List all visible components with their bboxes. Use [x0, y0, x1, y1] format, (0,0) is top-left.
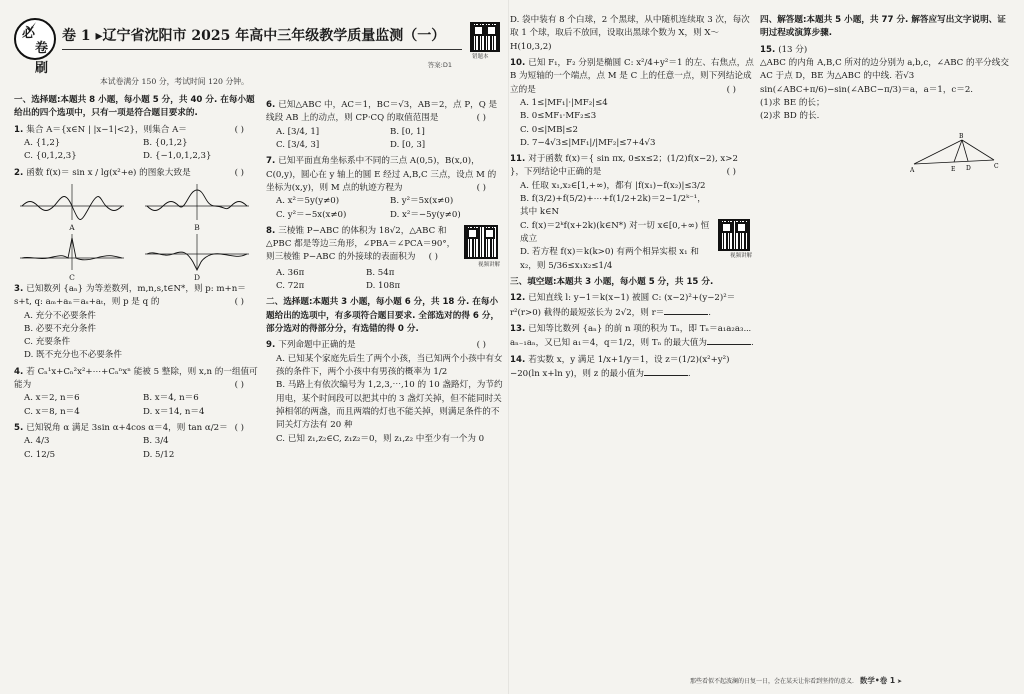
section-4-heading: 四、解答题:本题共 5 小题，共 77 分. 解答应写出文字说明、证明过程或演算步骤.	[760, 15, 1006, 39]
question-text: 函数 f(x)＝ sin x / lg(x²+e) 的图象大致是	[26, 167, 191, 178]
qr-code-icon[interactable]	[464, 225, 498, 259]
option-d: D. x＝14, n＝4	[143, 406, 205, 417]
question-text: △ABC 的内角 A,B,C 所对的边分别为 a,b,c，∠ABC 的平分线交 AC 于点 D，BE 为△ABC 的中线. 若√3 sin(∠ABC+π/6)−sin(∠ABC−π/3)＝a，a＝1，c＝2.	[760, 57, 1009, 95]
answer-paren: ( )	[234, 297, 244, 308]
question-number: 13.	[510, 323, 526, 334]
answer-paren: ( )	[428, 252, 438, 263]
option-c: C. f(x)＝2ᵏf(x+2k)(k∈N*) 对一切 x∈[0,+∞) 恒成立	[520, 220, 710, 244]
answer-paren: ( )	[726, 84, 736, 95]
graph-label: A	[69, 222, 75, 232]
option-b: B. 0≤MF₁·MF₂≤3	[520, 111, 597, 122]
qr-label: 错题本	[472, 54, 489, 60]
question-text: 已知平面直角坐标系中不同的三点 A(0,5)，B(x,0)，C(0,y)，圆心在 y 轴上的圆 E 经过 A,B,C 三点，设点 M 的坐标为(x,y)，则 M 点的轨迹方程为	[266, 156, 497, 193]
question-number: 12.	[510, 293, 526, 304]
option-c: C. x＝8, n＝4	[24, 406, 80, 417]
question-9	[266, 339, 504, 446]
graph-d-plot	[143, 232, 251, 272]
option-a: A. x＝2, n＝6	[24, 393, 80, 404]
question-9-option-d: D. 袋中装有 8 个白球，2 个黑球，从中随机连续取 3 次，每次取 1 个球，取后不放回，设取出黑球个数为 X，则 X～H(10,3,2)	[510, 15, 750, 52]
answer-paren: ( )	[476, 182, 486, 193]
graph-option-d	[143, 232, 262, 280]
section-3-heading: 三、填空题:本题共 3 小题，每小题 5 分，共 15 分.	[510, 276, 714, 287]
answer-blank[interactable]	[707, 336, 751, 345]
option-a: A. 充分不必要条件	[24, 310, 96, 321]
graph-option-c	[18, 232, 137, 280]
graph-option-b	[143, 182, 262, 230]
title-bar	[62, 24, 462, 69]
option-a: A. 36π	[276, 267, 305, 278]
option-d: D. 108π	[366, 281, 401, 292]
question-text: 若实数 x，y 满足 1/x+1/y＝1，设 z＝(1/2)(x²+y²)−20(ln x+ln y)，则 z 的最小值为	[510, 354, 730, 379]
figure-label-b: B	[959, 132, 964, 140]
option-a: A. 4/3	[24, 436, 50, 447]
figure-label-c: C	[994, 162, 999, 170]
question-11	[510, 153, 754, 273]
option-a: A. 1≤|MF₁|·|MF₂|≤4	[520, 97, 608, 108]
arrow-icon: ➤	[896, 678, 902, 685]
question-number: 9.	[266, 340, 276, 351]
question-2	[14, 167, 262, 280]
question-text: 已知等比数列 {aₙ} 的前 n 项的积为 Tₙ，即 Tₙ＝a₁a₂a₃⋯aₙ₋₁aₙ，又已知 a₁＝4，q＝1/2，则 Tₙ 的最大值为	[510, 323, 752, 349]
question-number: 1.	[14, 124, 24, 135]
answer-paren: ( )	[476, 113, 486, 124]
question-4	[14, 366, 262, 419]
answer-paren: ( )	[234, 167, 244, 178]
option-b: B. y²＝5x(x≠0)	[390, 196, 454, 207]
answer-paren: ( )	[726, 167, 736, 178]
graph-option-a	[18, 182, 137, 230]
exam-meta: 本试卷满分 150 分，考试时间 120 分钟。	[100, 77, 249, 86]
question-1	[14, 124, 262, 164]
question-7	[266, 155, 504, 222]
graph-options	[18, 182, 262, 280]
exam-title: 卷 1 ▸辽宁省沈阳市 2025 年高中三年级教学质量监测（一）	[62, 28, 446, 44]
answer-blank[interactable]	[644, 367, 688, 376]
option-b: B. [0, 1]	[390, 126, 425, 137]
sub-question-2: (2)求 BD 的长.	[760, 111, 820, 122]
question-text: 已知△ABC 中，AC＝1，BC＝√3，AB＝2，点 P，Q 是线段 AB 上的动点，则 CP·CQ 的取值范围是	[266, 100, 498, 124]
question-text: 已知直线 l: y−1＝k(x−1) 被圆 C: (x−2)²+(y−2)²＝r²(r>0) 截得的最短弦长为 2√2，则 r＝	[510, 293, 736, 318]
option-a: A. x²＝5y(y≠0)	[276, 196, 340, 207]
answer-paren: ( )	[234, 423, 244, 433]
column-3	[510, 14, 754, 381]
option-d: D. x²＝−5y(y≠0)	[390, 209, 461, 220]
option-b: B. 54π	[366, 267, 395, 278]
answer-blank[interactable]	[664, 306, 708, 315]
question-number: 14.	[510, 354, 526, 365]
question-text: 若 Cₙ¹x+Cₙ²x²+⋯+Cₙⁿxⁿ 能被 5 整除，则 x,n 的一组值可能为	[14, 366, 258, 391]
question-text: 下列命题中正确的是	[278, 340, 356, 351]
answer-code: 答案:D1	[427, 61, 452, 69]
figure-label-a: A	[910, 166, 915, 174]
graph-b-plot	[143, 182, 251, 222]
question-number: 10.	[510, 57, 526, 68]
question-14: 14. 若实数 x，y 满足 1/x+1/y＝1，设 z＝(1/2)(x²+y²)−20(ln x+ln y)，则 z 的最小值为 .	[510, 354, 730, 379]
option-c: C. 已知 z₁,z₂∈C, z₁z₂＝0，则 z₁,z₂ 中至少有一个为 0	[276, 433, 485, 444]
question-10	[510, 57, 754, 150]
answer-paren: ( )	[234, 124, 244, 135]
option-c: C. 0≤|MB|≤2	[520, 124, 578, 135]
option-b: B. {0,1,2}	[143, 137, 188, 148]
option-b: B. x＝4, n＝6	[143, 393, 199, 404]
option-d: D. 7−4√3≤|MF₁|/|MF₂|≤7+4√3	[520, 137, 656, 148]
option-c: C. [3/4, 3]	[276, 139, 320, 150]
graph-a-plot	[18, 182, 126, 222]
question-3	[14, 283, 262, 363]
sub-question-1: (1)求 BE 的长；	[760, 97, 825, 108]
option-d: D. 5/12	[143, 449, 175, 460]
option-d: D. [0, 3]	[390, 139, 426, 150]
question-score: (13 分)	[778, 44, 808, 55]
option-b: B. 3/4	[143, 436, 169, 447]
option-c: C. 12/5	[24, 449, 56, 460]
option-d: D. 若方程 f(x)＝k(k>0) 有两个相异实根 x₁ 和 x₂，则 5/36≤x₁x₂≤1/4	[520, 247, 699, 271]
badge-top-text: 必	[22, 26, 36, 41]
answer-paren: ( )	[476, 340, 486, 351]
column-1	[14, 94, 262, 462]
qr-code-icon[interactable]	[470, 22, 500, 52]
option-d: D. {−1,0,1,2,3}	[143, 151, 212, 162]
question-number: 3.	[14, 283, 24, 294]
question-text: 已知 F₁，F₂ 分别是椭圆 C: x²/4+y²＝1 的左、右焦点，点 B 为短轴的一个端点，点 M 是 C 上的任意一点，则下列结论成立的是	[510, 57, 754, 95]
question-number: 11.	[510, 154, 526, 165]
exam-header	[14, 14, 504, 77]
question-text: 对于函数 f(x)＝{ sin πx, 0≤x≤2；(1/2)f(x−2), x>2 }，下列结论中正确的是	[510, 154, 738, 178]
option-c: C. 充要条件	[24, 337, 71, 348]
graph-label: C	[69, 272, 75, 282]
graph-c-plot	[18, 232, 126, 272]
option-d: D. 既不充分也不必要条件	[24, 350, 122, 361]
question-12: 12. 已知直线 l: y−1＝k(x−1) 被圆 C: (x−2)²+(y−2)²＝r²(r>0) 截得的最短弦长为 2√2，则 r＝ .	[510, 293, 736, 318]
question-8	[266, 225, 504, 294]
question-number: 5.	[14, 423, 24, 433]
answer-paren: ( )	[234, 380, 244, 391]
qr-label: 视频讲解	[729, 253, 752, 260]
question-5	[14, 422, 262, 462]
question-text: 已知数列 {aₙ} 为等差数列，m,n,s,t∈N*，则 p: m+n＝s+t, q: aₘ+aₙ＝aₛ+aₜ，则 p 是 q 的	[14, 283, 246, 308]
question-text: 集合 A＝{x∈N | |x−1|<2}，则集合 A＝	[26, 124, 187, 135]
qr-code-icon[interactable]	[718, 219, 750, 251]
question-text: 已知锐角 α 满足 3sin α+4cos α＝4，则 tan α/2＝	[26, 423, 228, 433]
option-a: A. 任取 x₁,x₂∈[1,+∞)，都有 |f(x₁)−f(x₂)|≤3/2	[520, 180, 706, 191]
question-number: 6.	[266, 100, 276, 110]
question-number: 8.	[266, 225, 276, 236]
column-4	[760, 14, 1014, 179]
question-number: 7.	[266, 156, 276, 167]
option-c: C. y²＝−5x(x≠0)	[276, 209, 347, 220]
question-number: 4.	[14, 366, 24, 377]
option-c: C. {0,1,2,3}	[24, 151, 77, 162]
column-2	[266, 96, 504, 446]
graph-label: B	[194, 222, 200, 232]
figure-label-e: E	[951, 165, 956, 173]
footer-subject: 数学•卷 1	[859, 676, 896, 685]
graph-label: D	[193, 272, 200, 282]
question-6	[266, 99, 504, 152]
question-number: 15.	[760, 44, 776, 55]
question-13: 13. 已知等比数列 {aₙ} 的前 n 项的积为 Tₙ，即 Tₙ＝a₁a₂a₃⋯aₙ₋₁aₙ，又已知 a₁＝4，q＝1/2，则 Tₙ 的最大值为 .	[510, 323, 754, 349]
option-a: A. {1,2}	[24, 137, 61, 148]
page-fold	[508, 0, 509, 694]
question-15	[760, 44, 1014, 124]
badge-bottom-text: 卷刷	[35, 41, 49, 77]
qr-label: 视频讲解	[477, 261, 500, 268]
option-c: C. 72π	[276, 281, 305, 292]
option-b: B. 马路上有依次编号为 1,2,3,⋯,10 的 10 盏路灯，为节约用电，某个时间段可以把其中的 3 盏灯关掉，但不能同时关掉相邻的两盏，而且两端的灯也不能关掉，则满足条件的不同关灯方法有 20 种	[276, 380, 503, 431]
question-number: 2.	[14, 167, 24, 178]
section-1-heading: 一、选择题:本题共 8 小题，每小题 5 分，共 40 分. 在每小题给出的四个选项中，只有一项是符合题目要求的.	[14, 95, 255, 119]
figure-label-d: D	[966, 164, 971, 172]
page-footer	[690, 675, 902, 687]
option-b: B. 必要不充分条件	[24, 323, 96, 334]
question-text: 三棱锥 P−ABC 的体积为 18√2，△ABC 和△PBC 都是等边三角形，∠PBA＝∠PCA＝90°，则三棱锥 P−ABC 的外接球的表面积为	[266, 225, 456, 263]
footer-motto: 那些看似不起波澜的日复一日，会在某天让你看到坚持的意义.	[690, 678, 854, 685]
option-a: A. 已知某个家庭先后生了两个小孩，当已知两个小孩中有女孩的条件下，两个小孩中有男孩的概率为 1/2	[276, 353, 503, 377]
option-b: B. f(3/2)+f(5/2)+⋯+f(1/2+2k)＝2−1/2ᵏ⁻¹，其中 k∈N	[520, 194, 706, 218]
brand-badge	[14, 18, 56, 77]
section-2-heading: 二、选择题:本题共 3 小题，每小题 6 分，共 18 分. 在每小题给出的选项中，有多项符合题目要求. 全部选对的得 6 分，部分选对的得部分分，有选错的得 0 分.	[266, 297, 500, 334]
triangle-figure	[910, 130, 1000, 174]
option-a: A. [3/4, 1]	[276, 126, 320, 137]
